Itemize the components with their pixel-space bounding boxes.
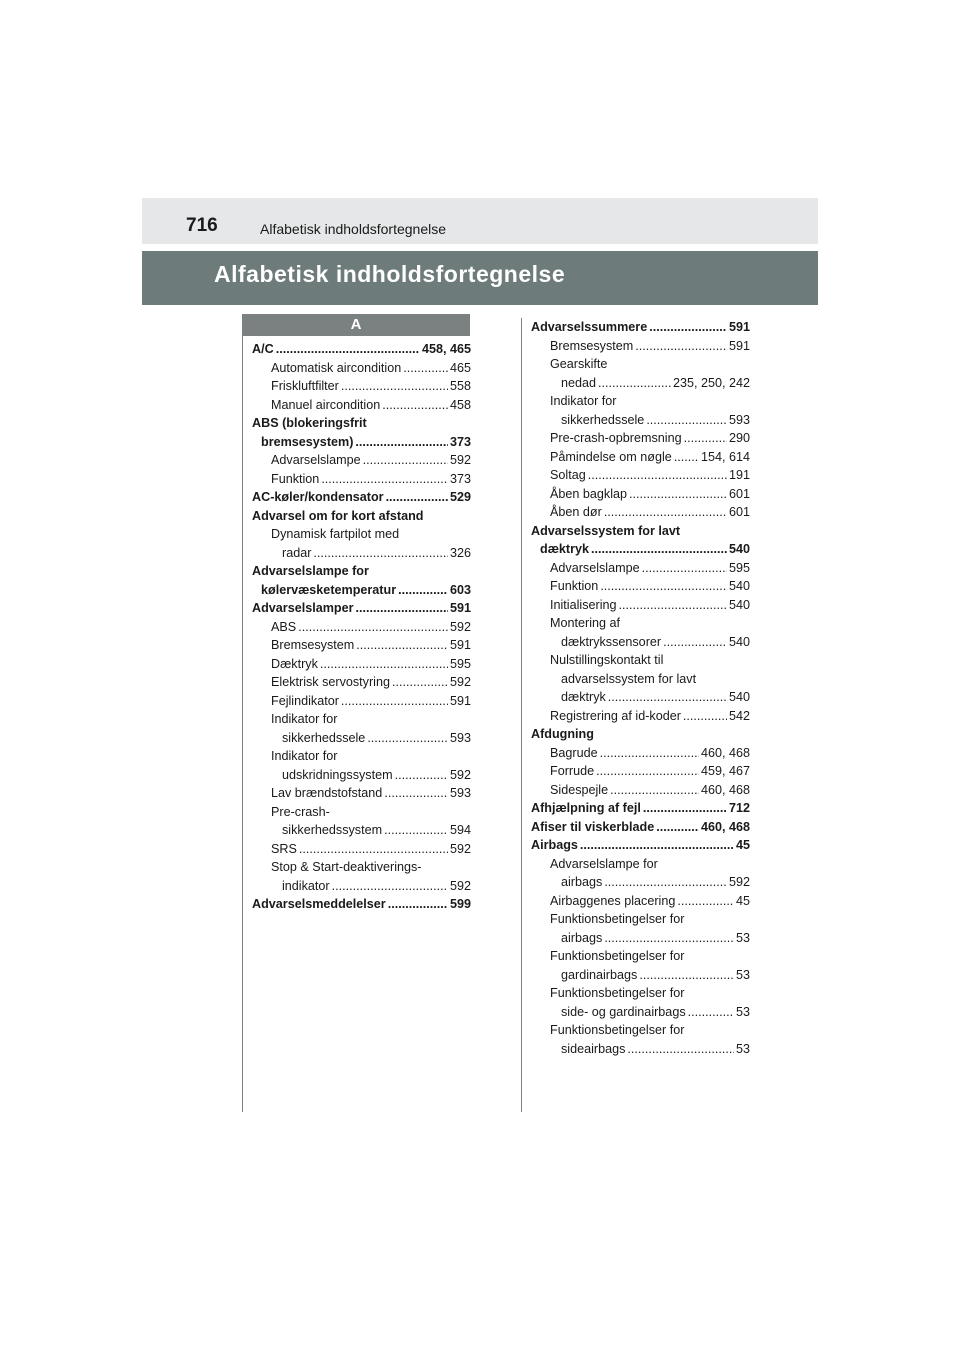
dot-leader [355, 433, 448, 452]
index-entry-page: 53 [735, 1004, 750, 1019]
index-entry-term: Soltag [550, 468, 586, 482]
right-column-rule [521, 318, 522, 1112]
index-entry [531, 651, 750, 670]
index-entry-term: Åben bagklap [550, 486, 628, 501]
index-entry-term: Funktionsbetingelser for [550, 949, 685, 963]
dot-leader [398, 581, 448, 600]
index-entry [531, 836, 750, 855]
index-entry [531, 818, 750, 837]
index-entry-term: Manuel aircondition [271, 397, 381, 412]
index-entry [531, 892, 750, 911]
index-entry-term: gardinairbags [561, 967, 638, 982]
index-entry-page: 235, 250, 242 [672, 375, 750, 390]
index-entry-page: 154, 614 [700, 449, 750, 464]
index-entry-page: 593 [728, 412, 750, 427]
dot-leader [356, 636, 448, 655]
index-entry-term: AC-køler/kondensator [252, 490, 384, 504]
index-entry [252, 396, 471, 415]
index-entry [531, 503, 750, 522]
index-entry [252, 747, 471, 766]
index-entry-term: Funktionsbetingelser for [550, 1023, 685, 1037]
index-entry-term: Airbaggenes placering [550, 893, 676, 908]
index-entry [531, 392, 750, 411]
index-entry-term: indikator [282, 878, 330, 893]
index-entry [252, 507, 471, 526]
index-entry-term: Lav brændstofstand [271, 786, 383, 800]
dot-leader [646, 411, 727, 430]
index-entry-page: 458 [449, 397, 471, 412]
dot-leader [639, 966, 734, 985]
index-entry-page: 540 [728, 690, 750, 704]
index-entry-term: Friskluftfilter [271, 379, 339, 393]
index-entry [531, 485, 750, 504]
index-entry [252, 618, 471, 637]
dot-leader [580, 836, 734, 855]
index-entry [531, 855, 750, 874]
index-entry-page: 540 [728, 542, 750, 556]
index-entry-page: 326 [449, 545, 471, 560]
dot-leader [684, 429, 727, 448]
index-entry [531, 633, 750, 652]
index-entry-term: nedad [561, 375, 597, 390]
index-entry [531, 411, 750, 430]
index-entry-term: Advarselslampe [550, 560, 640, 575]
dot-leader [600, 744, 699, 763]
index-entry [531, 670, 750, 689]
index-entry [531, 614, 750, 633]
index-entry-page: 558 [449, 379, 471, 393]
index-entry-page: 591 [728, 320, 750, 334]
index-entry-term: Afiser til viskerblade [531, 819, 655, 834]
index-entry [531, 466, 750, 485]
dot-leader [298, 618, 448, 637]
index-entry [252, 562, 471, 581]
index-entry-page: 460, 468 [700, 782, 750, 797]
index-entry-term: dæktrykssensorer [561, 634, 662, 649]
index-entry [252, 655, 471, 674]
index-entry-term: Advarselssummere [531, 320, 648, 334]
index-entry-term: SRS [271, 841, 297, 856]
index-entry-term: Påmindelse om nøgle [550, 449, 672, 464]
index-entry [252, 840, 471, 859]
index-entry [252, 488, 471, 507]
dot-leader [663, 633, 727, 652]
index-entry-term: A/C [252, 342, 274, 356]
dot-leader [656, 818, 699, 837]
index-entry-term: Funktionsbetingelser for [550, 912, 685, 926]
index-entry [252, 414, 471, 433]
index-entry [252, 599, 471, 618]
index-entry-term: Bremsesystem [550, 338, 634, 353]
index-entry [531, 966, 750, 985]
index-entry-page: 599 [449, 897, 471, 911]
index-entry-term: Advarselssystem for lavt [531, 523, 681, 538]
dot-leader [392, 673, 448, 692]
dot-leader [604, 503, 727, 522]
index-entry [531, 947, 750, 966]
index-entry-page: 592 [449, 878, 471, 893]
index-entry-page: 540 [728, 634, 750, 649]
dot-leader [688, 1003, 734, 1022]
index-entry-term: Advarselslamper [252, 601, 354, 615]
index-entry-term: bremsesystem) [261, 434, 354, 449]
index-entry-term: Bremsesystem [271, 638, 355, 652]
index-entry-term: Registrering af id-koder [550, 708, 681, 723]
dot-leader [341, 377, 448, 396]
index-entry [531, 540, 750, 559]
index-entry-page: 592 [449, 453, 471, 467]
index-entry-term: Sidespejle [550, 782, 609, 797]
index-entry [531, 762, 750, 781]
index-entry-term: Advarselslampe for [550, 856, 658, 871]
index-entry-term: dæktryk [561, 690, 606, 704]
index-entry [531, 910, 750, 929]
index-entry-page: 540 [728, 579, 750, 593]
index-entry-page: 592 [449, 675, 471, 689]
title-band [142, 251, 818, 305]
index-entry-page: 459, 467 [700, 764, 750, 778]
index-entry-term: Indikator for [271, 749, 338, 763]
dot-leader [604, 873, 727, 892]
index-entry [531, 781, 750, 800]
index-entry [531, 522, 750, 541]
index-entry-term: Initialisering [550, 597, 617, 612]
dot-leader [588, 466, 727, 485]
index-entry-term: Bagrude [550, 745, 598, 760]
dot-leader [299, 840, 448, 859]
index-column-left [252, 340, 471, 914]
dot-leader [619, 596, 727, 615]
running-header-bar [142, 198, 818, 244]
index-entry-page: 592 [449, 841, 471, 856]
index-entry-term: sikkerhedssele [282, 730, 366, 745]
index-entry-term: Airbags [531, 838, 578, 852]
dot-leader [320, 655, 448, 674]
dot-leader [276, 340, 420, 359]
index-entry-term: kølervæsketemperatur [261, 582, 397, 597]
index-entry [252, 544, 471, 563]
index-entry-term: Gearskifte [550, 357, 608, 371]
dot-leader [363, 451, 448, 470]
index-entry-page: 595 [449, 656, 471, 671]
index-entry [531, 873, 750, 892]
index-entry-term: Advarselslampe for [252, 564, 369, 578]
index-entry-term: radar [282, 545, 312, 560]
index-entry-term: dæktryk [540, 542, 589, 556]
index-entry [252, 858, 471, 877]
index-entry-term: Afhjælpning af fejl [531, 801, 641, 815]
index-entry-term: Dynamisk fartpilot med [271, 527, 400, 541]
index-entry-page: 712 [728, 801, 750, 815]
index-column-right [531, 318, 750, 1058]
index-entry [252, 340, 471, 359]
index-entry [531, 1003, 750, 1022]
index-entry-page: 460, 468 [700, 745, 750, 760]
index-entry [252, 710, 471, 729]
index-entry-term: Elektrisk servostyring [271, 675, 390, 689]
dot-leader [643, 799, 727, 818]
index-entry [252, 784, 471, 803]
index-entry-term: Funktion [550, 579, 599, 593]
dot-leader [627, 1040, 734, 1059]
dot-leader [649, 318, 727, 337]
left-column-rule [242, 336, 243, 1112]
dot-leader [674, 448, 699, 467]
index-entry-page: 465 [449, 360, 471, 375]
index-entry [531, 984, 750, 1003]
index-entry-term: Advarselslampe [271, 453, 361, 467]
index-entry-term: side- og gardinairbags [561, 1004, 686, 1019]
index-entry-term: udskridningssystem [282, 767, 393, 782]
index-entry-page: 460, 468 [700, 819, 750, 834]
dot-leader [683, 707, 727, 726]
index-entry [252, 895, 471, 914]
index-entry-page: 593 [449, 786, 471, 800]
index-entry [252, 359, 471, 378]
index-entry-page: 591 [449, 638, 471, 652]
index-entry-page: 53 [735, 930, 750, 945]
index-entry [531, 688, 750, 707]
index-entry-term: Montering af [550, 616, 621, 630]
index-entry-page: 529 [449, 490, 471, 504]
index-entry-page: 592 [449, 767, 471, 782]
index-entry-term: Indikator for [271, 712, 338, 726]
index-entry-page: 540 [728, 597, 750, 612]
dot-leader [604, 929, 734, 948]
index-entry [252, 470, 471, 489]
index-entry-page: 290 [728, 431, 750, 445]
dot-leader [610, 781, 699, 800]
index-entry-page: 45 [735, 838, 750, 852]
index-entry-term: sideairbags [561, 1041, 626, 1056]
dot-leader [341, 692, 448, 711]
index-entry [531, 799, 750, 818]
dot-leader [313, 544, 448, 563]
index-entry-page: 592 [449, 619, 471, 634]
index-entry [252, 766, 471, 785]
index-entry-page: 601 [728, 486, 750, 501]
index-entry-term: sikkerhedssele [561, 412, 645, 427]
index-entry-term: Afdugning [531, 727, 594, 741]
page-title: Alfabetisk indholdsfortegnelse [214, 261, 566, 287]
index-entry [531, 429, 750, 448]
index-entry-page: 45 [735, 893, 750, 908]
index-entry [252, 525, 471, 544]
dot-leader [598, 374, 671, 393]
index-entry-page: 53 [735, 967, 750, 982]
index-entry-term: Fejlindikator [271, 693, 339, 708]
index-entry-term: Indikator for [550, 394, 617, 408]
dot-leader [384, 784, 448, 803]
index-entry-term: Pre-crash-opbremsning [550, 431, 682, 445]
index-entry-term: Funktionsbetingelser for [550, 986, 685, 1000]
index-entry-page: 591 [449, 601, 471, 615]
index-entry [531, 1040, 750, 1059]
dot-leader [332, 877, 448, 896]
dot-leader [642, 559, 727, 578]
index-entry-page: 603 [449, 582, 471, 597]
index-entry [252, 821, 471, 840]
index-entry-term: sikkerhedssystem [282, 823, 383, 837]
index-entry [252, 692, 471, 711]
index-entry [531, 725, 750, 744]
index-entry-term: ABS (blokeringsfrit [252, 416, 367, 430]
index-entry [531, 596, 750, 615]
index-entry [531, 929, 750, 948]
index-entry [252, 377, 471, 396]
index-entry [531, 355, 750, 374]
index-entry [531, 744, 750, 763]
index-entry [252, 451, 471, 470]
dot-leader [596, 762, 699, 781]
section-letter-heading: A [242, 314, 470, 336]
index-entry [531, 448, 750, 467]
dot-leader [367, 729, 448, 748]
index-entry [531, 577, 750, 596]
index-entry [531, 374, 750, 393]
dot-leader [403, 359, 448, 378]
index-entry [252, 636, 471, 655]
index-entry [252, 673, 471, 692]
index-entry-term: Forrude [550, 764, 595, 778]
index-entry [252, 433, 471, 452]
index-entry-term: ABS [271, 619, 297, 634]
index-entry-page: 595 [728, 560, 750, 575]
dot-leader [635, 337, 727, 356]
dot-leader [356, 599, 448, 618]
dot-leader [395, 766, 448, 785]
index-entry-page: 191 [728, 468, 750, 482]
index-entry-page: 591 [449, 693, 471, 708]
dot-leader [382, 396, 448, 415]
index-entry-page: 373 [449, 434, 471, 449]
index-entry-term: Nulstillingskontakt til [550, 653, 664, 667]
dot-leader [388, 895, 448, 914]
index-entry [252, 877, 471, 896]
index-entry-term: Pre-crash- [271, 804, 330, 819]
index-entry-term: Funktion [271, 471, 320, 486]
index-entry-term: Dæktryk [271, 656, 318, 671]
index-entry-term: airbags [561, 875, 603, 889]
index-entry [531, 707, 750, 726]
index-entry-page: 592 [728, 875, 750, 889]
index-entry-page: 591 [728, 338, 750, 353]
index-entry-page: 601 [728, 505, 750, 519]
index-entry [531, 1021, 750, 1040]
index-entry-page: 542 [728, 708, 750, 723]
index-entry [252, 729, 471, 748]
dot-leader [600, 577, 727, 596]
index-entry [531, 337, 750, 356]
index-entry-term: Automatisk aircondition [271, 360, 402, 375]
index-entry-term: Advarselsmeddelelser [252, 897, 386, 911]
index-entry-term: airbags [561, 930, 603, 945]
dot-leader [386, 488, 448, 507]
dot-leader [629, 485, 727, 504]
index-entry [531, 318, 750, 337]
index-entry-page: 593 [449, 730, 471, 745]
index-entry [531, 559, 750, 578]
index-entry-term: advarselssystem for lavt [561, 671, 697, 686]
index-entry-page: 594 [449, 823, 471, 837]
dot-leader [591, 540, 727, 559]
index-entry-page: 373 [449, 471, 471, 486]
index-entry-term: Åben dør [550, 505, 602, 519]
index-entry-term: Advarsel om for kort afstand [252, 508, 424, 523]
index-entry [252, 581, 471, 600]
dot-leader [677, 892, 734, 911]
index-entry-page: 53 [735, 1041, 750, 1056]
dot-leader [608, 688, 727, 707]
running-header-title: Alfabetisk indholdsfortegnelse [260, 221, 447, 237]
page-number: 716 [186, 215, 218, 236]
dot-leader [321, 470, 448, 489]
index-entry-page: 458, 465 [421, 342, 471, 356]
index-entry-term: Stop & Start-deaktiverings- [271, 860, 422, 874]
index-entry [252, 803, 471, 822]
dot-leader [384, 821, 448, 840]
